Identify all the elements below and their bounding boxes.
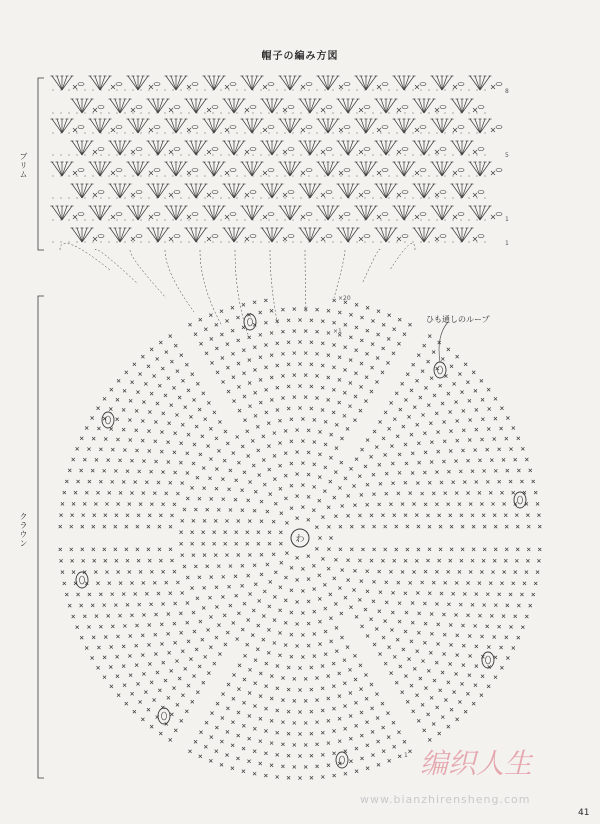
row-number-1a: 1: [505, 216, 509, 223]
brim-chart: [51, 76, 503, 242]
guide-lines: [60, 243, 415, 340]
crown-chart: [59, 299, 542, 780]
row-number-8: 8: [505, 88, 509, 95]
watermark-url: www.bianzhirensheng.com: [360, 793, 531, 806]
page-number: 41: [578, 808, 590, 818]
row-number-1b: 1: [505, 240, 509, 247]
crown-label: クラウン: [19, 512, 28, 548]
row-number-5: 5: [505, 152, 509, 159]
page-title: 帽子の編み方図: [261, 51, 339, 62]
count-label-1: ×1: [333, 328, 342, 335]
section-brackets: [38, 78, 44, 778]
brim-label: ブリム: [19, 152, 28, 179]
loop-label: ひも通しのループ: [426, 315, 490, 324]
center-mark: わ: [295, 534, 305, 545]
crown-start-mark: 1: [404, 752, 408, 759]
count-label-20: ×20: [338, 295, 351, 302]
watermark-logo: 编织人生: [420, 747, 533, 780]
